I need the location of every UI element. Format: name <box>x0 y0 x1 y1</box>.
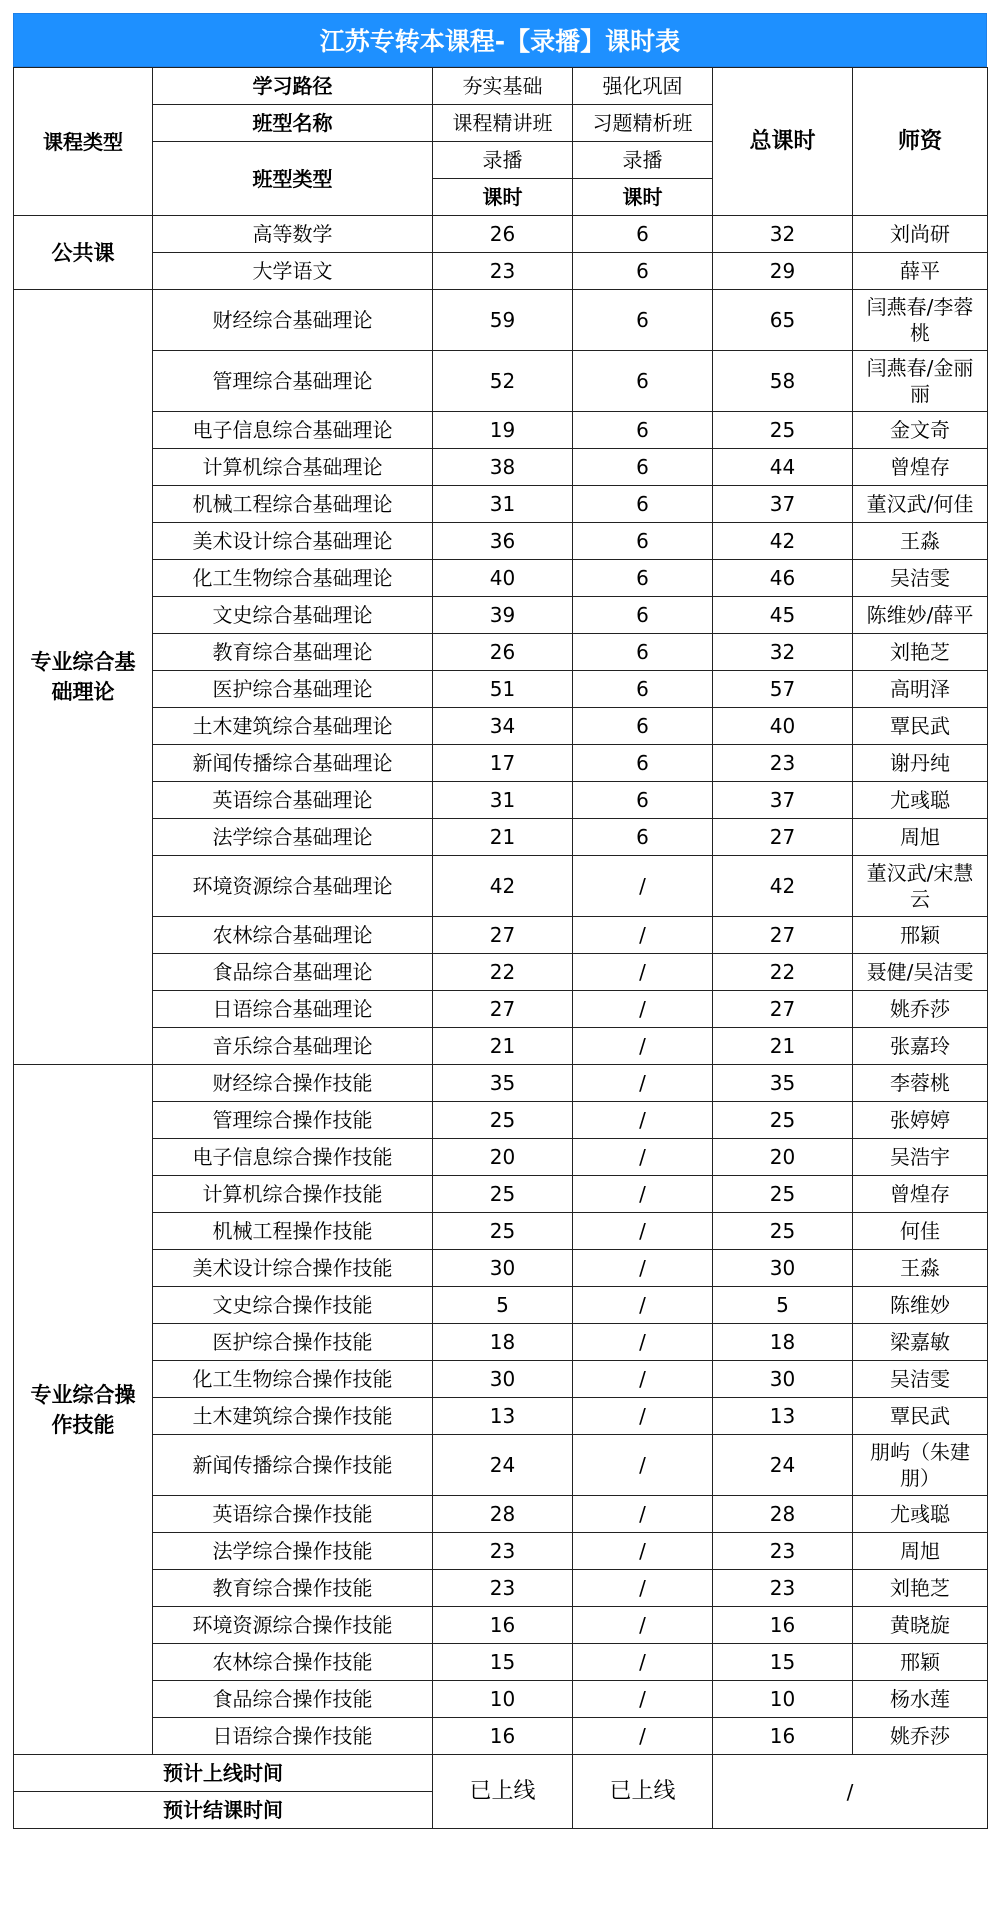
course-name: 土木建筑综合操作技能 <box>153 1398 433 1435</box>
table-row <box>14 856 988 917</box>
teacher-name: 李蓉桃 <box>853 1065 988 1102</box>
total-hours: 10 <box>713 1681 853 1718</box>
teacher-name: 尤彧聪 <box>853 782 988 819</box>
base-hours: 15 <box>433 1644 573 1681</box>
table-row <box>14 1065 988 1102</box>
header-teacher: 师资 <box>853 68 988 216</box>
teacher-name: 杨水莲 <box>853 1681 988 1718</box>
table-row <box>14 745 988 782</box>
course-name: 新闻传播综合操作技能 <box>153 1435 433 1496</box>
course-name: 化工生物综合基础理论 <box>153 560 433 597</box>
base-hours: 52 <box>433 351 573 412</box>
teacher-name: 刘尚研 <box>853 216 988 253</box>
total-hours: 22 <box>713 954 853 991</box>
course-name: 计算机综合基础理论 <box>153 449 433 486</box>
strong-hours: 6 <box>573 290 713 351</box>
table-row <box>14 1250 988 1287</box>
table-row <box>14 486 988 523</box>
teacher-name: 刘艳芝 <box>853 634 988 671</box>
header-class-type-base: 录播 <box>433 142 573 179</box>
course-name: 管理综合基础理论 <box>153 351 433 412</box>
teacher-name: 张嘉玲 <box>853 1028 988 1065</box>
base-hours: 17 <box>433 745 573 782</box>
course-name: 计算机综合操作技能 <box>153 1176 433 1213</box>
table-row <box>14 1681 988 1718</box>
base-hours: 24 <box>433 1435 573 1496</box>
table-row <box>14 1102 988 1139</box>
table-row <box>14 449 988 486</box>
base-hours: 23 <box>433 1570 573 1607</box>
strong-hours: 6 <box>573 351 713 412</box>
strong-hours: / <box>573 1398 713 1435</box>
strong-hours: 6 <box>573 634 713 671</box>
course-name: 日语综合基础理论 <box>153 991 433 1028</box>
base-hours: 25 <box>433 1213 573 1250</box>
total-hours: 32 <box>713 216 853 253</box>
teacher-name: 吴洁雯 <box>853 560 988 597</box>
total-hours: 24 <box>713 1435 853 1496</box>
total-hours: 27 <box>713 819 853 856</box>
table-row <box>14 1028 988 1065</box>
total-hours: 18 <box>713 1324 853 1361</box>
table-row <box>14 634 988 671</box>
base-hours: 5 <box>433 1287 573 1324</box>
teacher-name: 周旭 <box>853 1533 988 1570</box>
table-row <box>14 523 988 560</box>
base-hours: 28 <box>433 1496 573 1533</box>
footer-other: / <box>713 1755 988 1829</box>
course-name: 医护综合操作技能 <box>153 1324 433 1361</box>
total-hours: 37 <box>713 486 853 523</box>
total-hours: 37 <box>713 782 853 819</box>
total-hours: 27 <box>713 917 853 954</box>
total-hours: 21 <box>713 1028 853 1065</box>
teacher-name: 聂健/吴洁雯 <box>853 954 988 991</box>
table-row <box>14 671 988 708</box>
total-hours: 28 <box>713 1496 853 1533</box>
total-hours: 20 <box>713 1139 853 1176</box>
strong-hours: / <box>573 1250 713 1287</box>
footer-strong-status: 已上线 <box>573 1755 713 1829</box>
table-row <box>14 917 988 954</box>
strong-hours: / <box>573 1607 713 1644</box>
table-row <box>14 560 988 597</box>
teacher-name: 梁嘉敏 <box>853 1324 988 1361</box>
base-hours: 39 <box>433 597 573 634</box>
total-hours: 45 <box>713 597 853 634</box>
total-hours: 25 <box>713 1176 853 1213</box>
base-hours: 10 <box>433 1681 573 1718</box>
course-name: 环境资源综合基础理论 <box>153 856 433 917</box>
course-name: 英语综合基础理论 <box>153 782 433 819</box>
course-name: 医护综合基础理论 <box>153 671 433 708</box>
teacher-name: 尤彧聪 <box>853 1496 988 1533</box>
course-name: 新闻传播综合基础理论 <box>153 745 433 782</box>
strong-hours: / <box>573 1139 713 1176</box>
header-class-type-label: 班型类型 <box>153 142 433 216</box>
strong-hours: / <box>573 1533 713 1570</box>
table-row <box>14 1287 988 1324</box>
strong-hours: 6 <box>573 486 713 523</box>
course-name: 英语综合操作技能 <box>153 1496 433 1533</box>
course-name: 机械工程综合基础理论 <box>153 486 433 523</box>
total-hours: 25 <box>713 412 853 449</box>
teacher-name: 邢颖 <box>853 1644 988 1681</box>
strong-hours: 6 <box>573 523 713 560</box>
table-row <box>14 351 988 412</box>
strong-hours: / <box>573 1065 713 1102</box>
total-hours: 58 <box>713 351 853 412</box>
total-hours: 23 <box>713 745 853 782</box>
base-hours: 31 <box>433 486 573 523</box>
teacher-name: 曾煌存 <box>853 449 988 486</box>
total-hours: 46 <box>713 560 853 597</box>
teacher-name: 金文奇 <box>853 412 988 449</box>
header-course-type: 课程类型 <box>14 68 153 216</box>
course-name: 食品综合基础理论 <box>153 954 433 991</box>
footer-online-label: 预计上线时间 <box>14 1755 433 1792</box>
total-hours: 16 <box>713 1718 853 1755</box>
strong-hours: / <box>573 1287 713 1324</box>
total-hours: 40 <box>713 708 853 745</box>
course-name: 高等数学 <box>153 216 433 253</box>
total-hours: 13 <box>713 1398 853 1435</box>
course-name: 食品综合操作技能 <box>153 1681 433 1718</box>
total-hours: 35 <box>713 1065 853 1102</box>
course-name: 文史综合基础理论 <box>153 597 433 634</box>
course-name: 财经综合基础理论 <box>153 290 433 351</box>
course-name: 化工生物综合操作技能 <box>153 1361 433 1398</box>
course-name: 机械工程操作技能 <box>153 1213 433 1250</box>
base-hours: 38 <box>433 449 573 486</box>
section-label: 公共课 <box>14 216 153 290</box>
course-name: 土木建筑综合基础理论 <box>153 708 433 745</box>
course-name: 美术设计综合基础理论 <box>153 523 433 560</box>
page-title: 江苏专转本课程-【录播】课时表 <box>13 13 987 67</box>
base-hours: 35 <box>433 1065 573 1102</box>
table-row <box>14 253 988 290</box>
base-hours: 18 <box>433 1324 573 1361</box>
total-hours: 65 <box>713 290 853 351</box>
strong-hours: / <box>573 1435 713 1496</box>
table-row <box>14 1213 988 1250</box>
header-class-name-label: 班型名称 <box>153 105 433 142</box>
total-hours: 15 <box>713 1644 853 1681</box>
header-path-base: 夯实基础 <box>433 68 573 105</box>
teacher-name: 姚乔莎 <box>853 1718 988 1755</box>
course-name: 财经综合操作技能 <box>153 1065 433 1102</box>
teacher-name: 高明泽 <box>853 671 988 708</box>
course-name: 农林综合基础理论 <box>153 917 433 954</box>
section-label: 专业综合基础理论 <box>14 290 153 1065</box>
base-hours: 40 <box>433 560 573 597</box>
course-name: 电子信息综合操作技能 <box>153 1139 433 1176</box>
base-hours: 21 <box>433 1028 573 1065</box>
course-name: 日语综合操作技能 <box>153 1718 433 1755</box>
total-hours: 25 <box>713 1213 853 1250</box>
table-row <box>14 1139 988 1176</box>
header-row-path <box>14 68 988 105</box>
teacher-name: 谢丹纯 <box>853 745 988 782</box>
total-hours: 29 <box>713 253 853 290</box>
base-hours: 20 <box>433 1139 573 1176</box>
teacher-name: 王淼 <box>853 1250 988 1287</box>
base-hours: 23 <box>433 1533 573 1570</box>
teacher-name: 陈维妙 <box>853 1287 988 1324</box>
schedule-table <box>13 67 988 1829</box>
strong-hours: 6 <box>573 819 713 856</box>
strong-hours: / <box>573 917 713 954</box>
base-hours: 27 <box>433 917 573 954</box>
base-hours: 19 <box>433 412 573 449</box>
table-row <box>14 1570 988 1607</box>
base-hours: 51 <box>433 671 573 708</box>
teacher-name: 覃民武 <box>853 708 988 745</box>
teacher-name: 闫燕春/李蓉桃 <box>853 290 988 351</box>
course-name: 法学综合基础理论 <box>153 819 433 856</box>
course-name: 文史综合操作技能 <box>153 1287 433 1324</box>
teacher-name: 吴洁雯 <box>853 1361 988 1398</box>
table-row <box>14 1607 988 1644</box>
base-hours: 42 <box>433 856 573 917</box>
footer-end-label: 预计结课时间 <box>14 1792 433 1829</box>
header-path-strong: 强化巩固 <box>573 68 713 105</box>
total-hours: 27 <box>713 991 853 1028</box>
strong-hours: / <box>573 1361 713 1398</box>
total-hours: 32 <box>713 634 853 671</box>
teacher-name: 何佳 <box>853 1213 988 1250</box>
base-hours: 34 <box>433 708 573 745</box>
total-hours: 23 <box>713 1533 853 1570</box>
teacher-name: 黄晓旋 <box>853 1607 988 1644</box>
strong-hours: 6 <box>573 708 713 745</box>
total-hours: 57 <box>713 671 853 708</box>
total-hours: 5 <box>713 1287 853 1324</box>
header-class-type-strong: 录播 <box>573 142 713 179</box>
course-name: 音乐综合基础理论 <box>153 1028 433 1065</box>
strong-hours: / <box>573 1028 713 1065</box>
strong-hours: 6 <box>573 216 713 253</box>
base-hours: 30 <box>433 1361 573 1398</box>
teacher-name: 姚乔莎 <box>853 991 988 1028</box>
table-row <box>14 782 988 819</box>
strong-hours: / <box>573 1681 713 1718</box>
base-hours: 16 <box>433 1607 573 1644</box>
table-row <box>14 708 988 745</box>
teacher-name: 张婷婷 <box>853 1102 988 1139</box>
course-name: 教育综合基础理论 <box>153 634 433 671</box>
table-row <box>14 954 988 991</box>
course-name: 大学语文 <box>153 253 433 290</box>
table-row <box>14 1398 988 1435</box>
teacher-name: 邢颖 <box>853 917 988 954</box>
section-label: 专业综合操作技能 <box>14 1065 153 1755</box>
teacher-name: 刘艳芝 <box>853 1570 988 1607</box>
table-row <box>14 991 988 1028</box>
strong-hours: / <box>573 991 713 1028</box>
footer-row-online <box>14 1755 988 1792</box>
teacher-name: 吴浩宇 <box>853 1139 988 1176</box>
total-hours: 44 <box>713 449 853 486</box>
base-hours: 59 <box>433 290 573 351</box>
table-row <box>14 1361 988 1398</box>
table-row <box>14 819 988 856</box>
teacher-name: 覃民武 <box>853 1398 988 1435</box>
table-row <box>14 290 988 351</box>
strong-hours: 6 <box>573 253 713 290</box>
base-hours: 27 <box>433 991 573 1028</box>
teacher-name: 董汉武/宋慧云 <box>853 856 988 917</box>
table-row <box>14 1435 988 1496</box>
strong-hours: 6 <box>573 449 713 486</box>
base-hours: 30 <box>433 1250 573 1287</box>
course-name: 农林综合操作技能 <box>153 1644 433 1681</box>
teacher-name: 周旭 <box>853 819 988 856</box>
total-hours: 42 <box>713 856 853 917</box>
teacher-name: 曾煌存 <box>853 1176 988 1213</box>
course-name: 法学综合操作技能 <box>153 1533 433 1570</box>
total-hours: 25 <box>713 1102 853 1139</box>
strong-hours: / <box>573 1102 713 1139</box>
teacher-name: 陈维妙/薛平 <box>853 597 988 634</box>
strong-hours: / <box>573 856 713 917</box>
total-hours: 42 <box>713 523 853 560</box>
total-hours: 23 <box>713 1570 853 1607</box>
header-total: 总课时 <box>713 68 853 216</box>
table-row <box>14 1533 988 1570</box>
strong-hours: 6 <box>573 782 713 819</box>
course-name: 美术设计综合操作技能 <box>153 1250 433 1287</box>
course-name: 电子信息综合基础理论 <box>153 412 433 449</box>
strong-hours: / <box>573 954 713 991</box>
strong-hours: / <box>573 1213 713 1250</box>
teacher-name: 薛平 <box>853 253 988 290</box>
strong-hours: 6 <box>573 597 713 634</box>
table-row <box>14 1176 988 1213</box>
strong-hours: / <box>573 1570 713 1607</box>
teacher-name: 闫燕春/金丽丽 <box>853 351 988 412</box>
strong-hours: / <box>573 1324 713 1361</box>
strong-hours: 6 <box>573 671 713 708</box>
teacher-name: 王淼 <box>853 523 988 560</box>
strong-hours: 6 <box>573 412 713 449</box>
base-hours: 36 <box>433 523 573 560</box>
total-hours: 16 <box>713 1607 853 1644</box>
footer-base-status: 已上线 <box>433 1755 573 1829</box>
base-hours: 25 <box>433 1176 573 1213</box>
base-hours: 16 <box>433 1718 573 1755</box>
table-row <box>14 1718 988 1755</box>
header-class-name-base: 课程精讲班 <box>433 105 573 142</box>
base-hours: 23 <box>433 253 573 290</box>
teacher-name: 朋屿（朱建朋） <box>853 1435 988 1496</box>
base-hours: 13 <box>433 1398 573 1435</box>
base-hours: 31 <box>433 782 573 819</box>
schedule-sheet <box>13 13 987 1829</box>
strong-hours: / <box>573 1718 713 1755</box>
teacher-name: 董汉武/何佳 <box>853 486 988 523</box>
table-row <box>14 597 988 634</box>
header-path-label: 学习路径 <box>153 68 433 105</box>
base-hours: 22 <box>433 954 573 991</box>
course-name: 管理综合操作技能 <box>153 1102 433 1139</box>
course-name: 教育综合操作技能 <box>153 1570 433 1607</box>
strong-hours: 6 <box>573 745 713 782</box>
table-row <box>14 1644 988 1681</box>
base-hours: 21 <box>433 819 573 856</box>
strong-hours: / <box>573 1496 713 1533</box>
strong-hours: 6 <box>573 560 713 597</box>
table-row <box>14 412 988 449</box>
table-row <box>14 216 988 253</box>
base-hours: 25 <box>433 1102 573 1139</box>
course-name: 环境资源综合操作技能 <box>153 1607 433 1644</box>
total-hours: 30 <box>713 1361 853 1398</box>
table-row <box>14 1324 988 1361</box>
strong-hours: / <box>573 1176 713 1213</box>
base-hours: 26 <box>433 634 573 671</box>
base-hours: 26 <box>433 216 573 253</box>
total-hours: 30 <box>713 1250 853 1287</box>
strong-hours: / <box>573 1644 713 1681</box>
header-unit-base: 课时 <box>433 179 573 216</box>
header-unit-strong: 课时 <box>573 179 713 216</box>
header-class-name-strong: 习题精析班 <box>573 105 713 142</box>
table-row <box>14 1496 988 1533</box>
